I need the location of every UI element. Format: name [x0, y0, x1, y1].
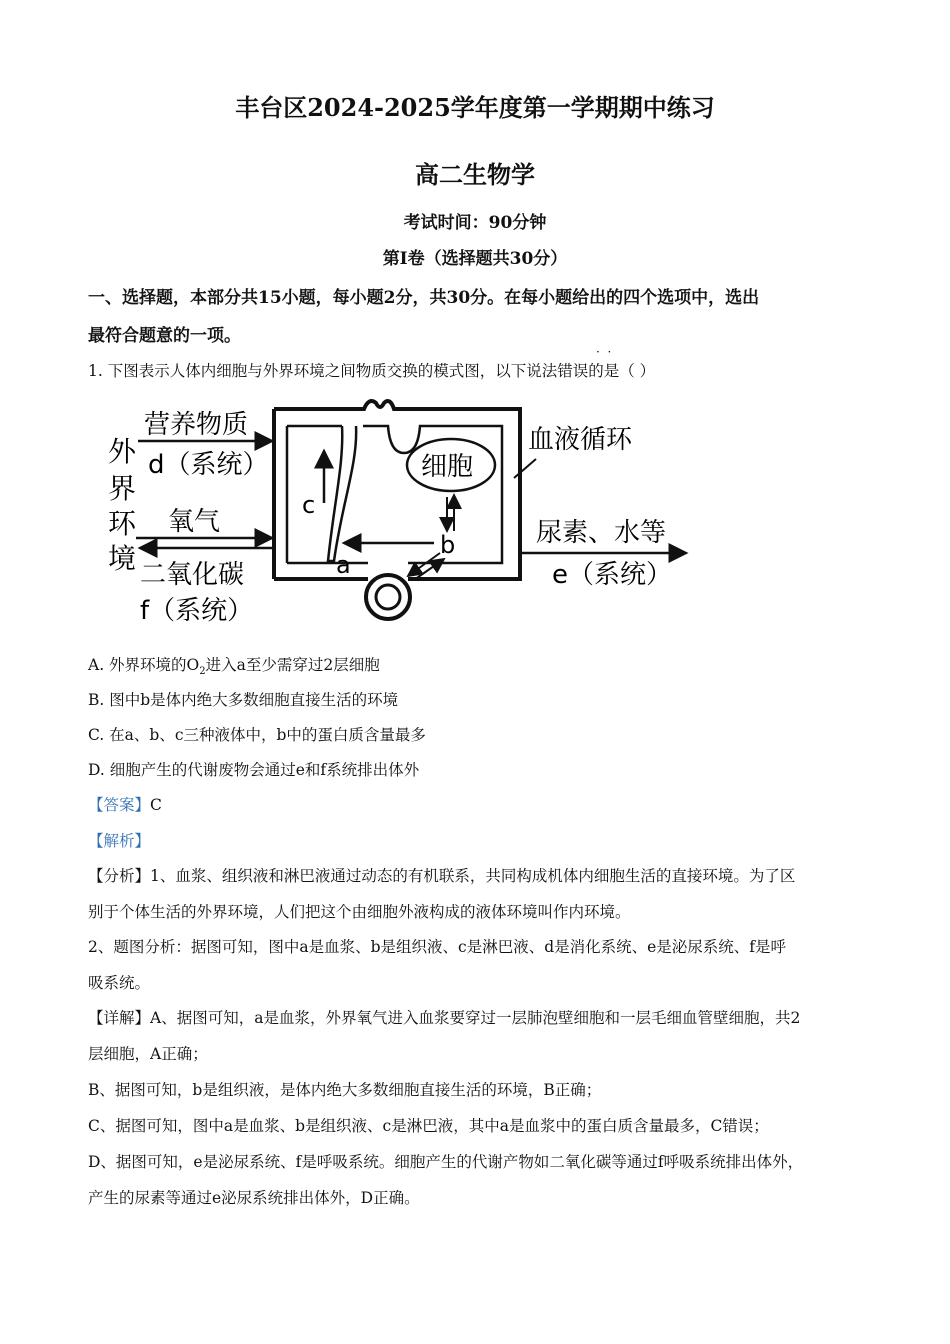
- outside-env-3: 环: [108, 507, 137, 540]
- answer-line: 【答案】C: [88, 796, 162, 814]
- analysis-p2a: 2、题图分析：据图可知，图中a是血浆、b是组织液、c是淋巴液、d是消化系统、e是泌尿系统、f是呼: [88, 938, 787, 956]
- lymph-vessel: [328, 426, 356, 561]
- label-c: c: [302, 491, 316, 519]
- oxygen-label: 氧气: [168, 507, 221, 537]
- analysis-p2b: 吸系统。: [88, 974, 151, 992]
- detail-d1: D、据图可知，e是泌尿系统、f是呼吸系统。细胞产生的代谢产物如二氧化碳等通过f呼吸系统排出体外，: [88, 1153, 804, 1171]
- exam-time: 考试时间：90分钟: [403, 213, 547, 233]
- capillary-circle: [366, 575, 410, 619]
- option-a: A. 外界环境的$O_2$进入a至少需穿过2层细胞: [88, 656, 380, 678]
- nutrients-label: 营养物质: [144, 410, 249, 440]
- section-instruction-2: 最符合题意的一项。: [88, 326, 241, 346]
- detail-d2: 产生的尿素等通过e泌尿系统排出体外，D正确。: [88, 1189, 420, 1207]
- label-a: a: [336, 551, 351, 579]
- question-1-stem: 1. 下图表示人体内细胞与外界环境之间物质交换的模式图，以下说法错误的是（ ）: [88, 362, 656, 380]
- detail-c: C、据图可知，图中a是血浆、b是组织液、c是淋巴液，其中a是血浆中的蛋白质含量最多，C错误；: [88, 1117, 769, 1135]
- detail-a2: 层细胞，A正确；: [88, 1045, 208, 1063]
- detail-a1: 【详解】A、据图可知，a是血浆，外界氧气进入血浆要穿过一层肺泡壁细胞和一层毛细血管壁细胞，共2: [88, 1009, 801, 1027]
- outside-env-2: 界: [108, 472, 137, 505]
- system-f-label: f（系统）: [140, 596, 254, 626]
- analysis-p1b: 别于个体生活的外界环境，人们把这个由细胞外液构成的液体环境叫作内环境。: [88, 903, 631, 921]
- outside-env-4: 境: [108, 542, 137, 575]
- subject-title: 高二生物学: [415, 160, 535, 189]
- option-c: C. 在a、b、c三种液体中，b中的蛋白质含量最多: [88, 726, 426, 744]
- urea-label: 尿素、水等: [536, 518, 667, 548]
- system-e-label: e（系统）: [552, 560, 672, 590]
- analysis-p1a: 【分析】1、血浆、组织液和淋巴液通过动态的有机联系，共同构成机体内细胞生活的直接环境。为了区: [88, 867, 796, 885]
- option-d: D. 细胞产生的代谢废物会通过e和f系统排出体外: [88, 761, 420, 779]
- circulation-label: 血液循环: [528, 425, 633, 455]
- exchange-diagram: [88, 393, 698, 628]
- exam-title: 丰台区2024-2025学年度第一学期期中练习: [235, 93, 715, 122]
- option-b: B. 图中b是体内绝大多数细胞直接生活的环境: [88, 691, 399, 709]
- outside-env-1: 外: [108, 435, 137, 468]
- detail-b: B、据图可知，b是组织液，是体内绝大多数细胞直接生活的环境，B正确；: [88, 1081, 602, 1099]
- volume-heading: 第I卷（选择题共30分）: [382, 249, 568, 269]
- label-b: b: [440, 531, 456, 559]
- system-d-label: d（系统）: [148, 450, 269, 480]
- outer-box: [274, 401, 520, 579]
- co2-label: 二氧化碳: [140, 560, 245, 590]
- cell-label: 细胞: [421, 452, 474, 482]
- section-instruction-1: 一、选择题，本部分共15小题，每小题2分，共30分。在每小题给出的四个选项中，选出: [88, 288, 760, 308]
- emphasis-dots: · ·: [596, 345, 612, 359]
- analysis-label: 【解析】: [88, 832, 151, 850]
